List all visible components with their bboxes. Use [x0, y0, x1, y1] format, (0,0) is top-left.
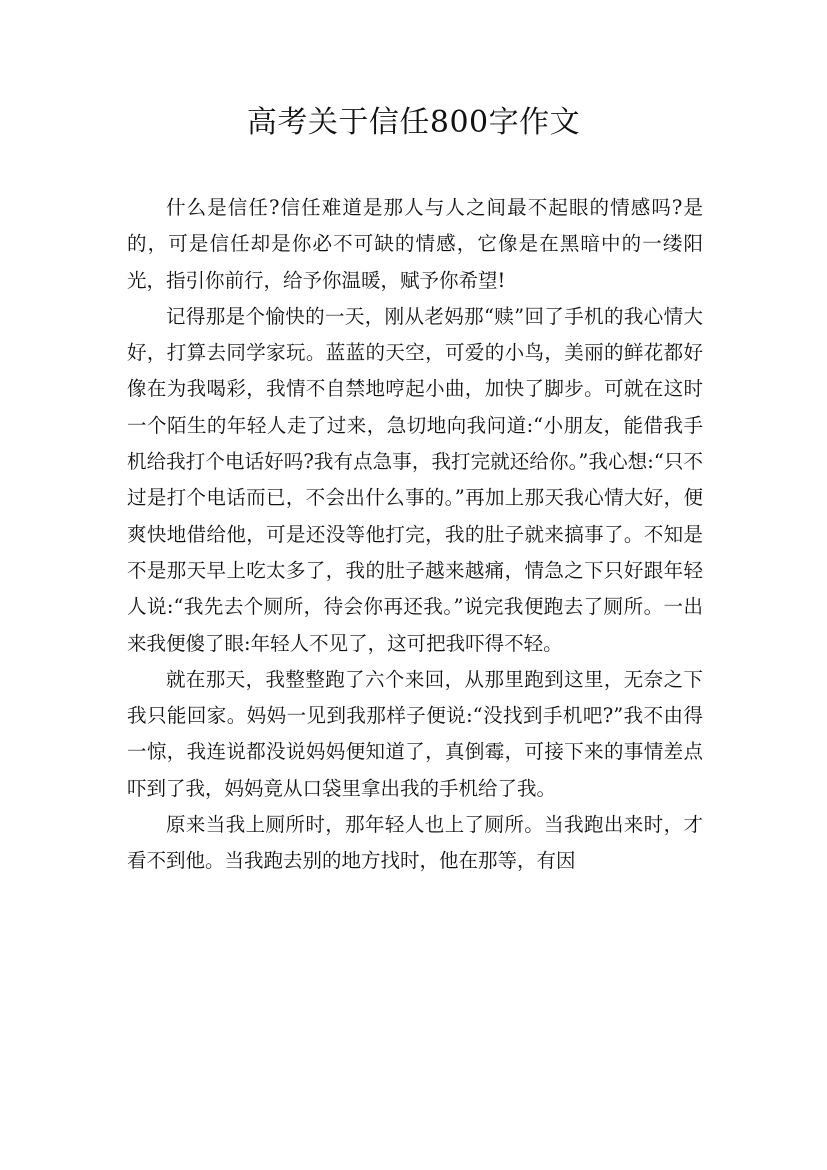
document-title: 高考关于信任800字作文 [246, 105, 581, 140]
paragraph: 原来当我上厕所时，那年轻人也上了厕所。当我跑出来时，才看不到他。当我跑去别的地方找时，他在那等，有因 [127, 813, 703, 873]
paragraph: 什么是信任?信任难道是那人与人之间最不起眼的情感吗?是的，可是信任却是你必不可缺的情感，它像是在黑暗中的一缕阳光，指引你前行，给予你温暖，赋予你希望! [127, 196, 703, 292]
document-body [127, 190, 703, 880]
paragraph: 记得那是个愉快的一天，刚从老妈那“赎”回了手机的我心情大好，打算去同学家玩。蓝蓝的天空，可爱的小鸟，美丽的鲜花都好像在为我喝彩，我情不自禁地哼起小曲，加快了脚步。可就在这时一个陌生的年轻人走了过来，急切地向我问道:“小朋友，能借我手机给我打个电话好吗?我有点急事，我打完就还给你。”我心想:“只不过是打个电话而已，不会出什么事的。”再加上那天我心情大好，便爽快地借给他，可是还没等他打完，我的肚子就来搞事了。不知是不是那天早上吃太多了，我的肚子越来越痛，情急之下只好跟年轻人说:“我先去个厕所，待会你再还我。”说完我便跑去了厕所。一出来我便傻了眼:年轻人不见了，这可把我吓得不轻。 [127, 304, 703, 655]
paragraph: 就在那天，我整整跑了六个来回，从那里跑到这里，无奈之下我只能回家。妈妈一见到我那样子便说:“没找到手机吧?”我不由得一惊，我连说都没说妈妈便知道了，真倒霉，可接下来的事情差点吓到了我，妈妈竟从口袋里拿出我的手机给了我。 [127, 667, 703, 800]
